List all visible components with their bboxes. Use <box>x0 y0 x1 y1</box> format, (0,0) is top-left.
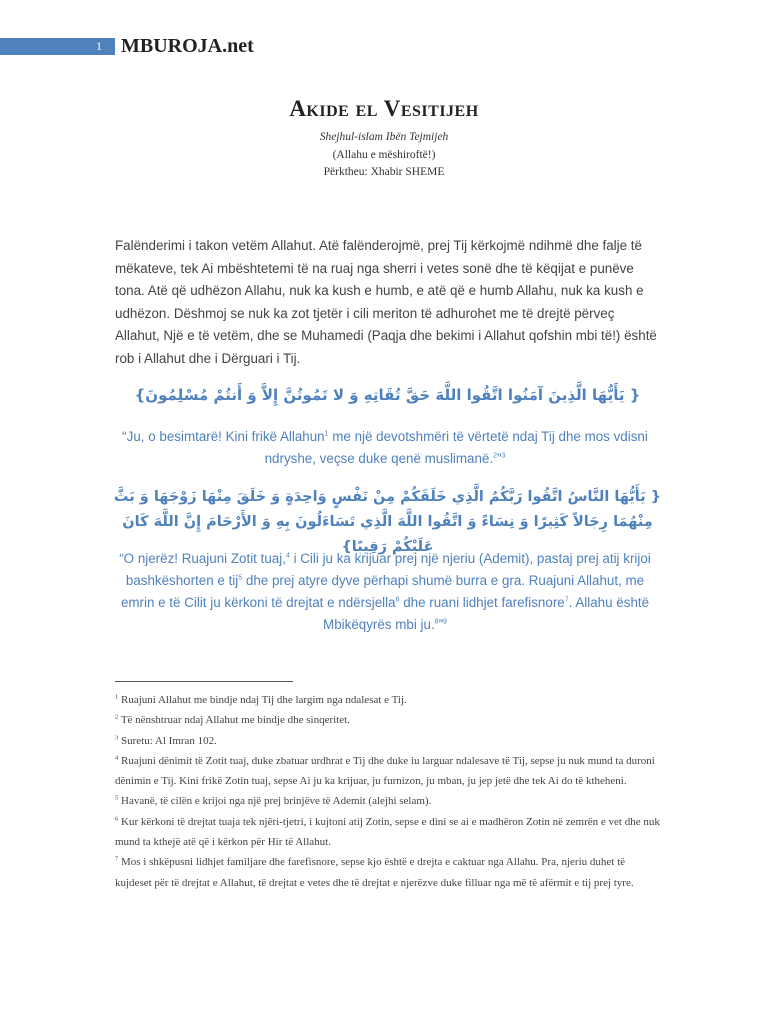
footnote-text: Havanë, të cilën e krijoi nga një prej brinjëve të Ademit (alejhi selam). <box>121 795 432 808</box>
footnote-ref-6[interactable]: 6 <box>395 596 400 604</box>
footnote-text: Ruajuni dënimit të Zotit tuaj, duke zbatuar urdhrat e Tij dhe duke iu larguar ndalesave të Tij, sepse ju nuk mund ta duroni dënimin e Tij. Kini frikë Zotin tuaj, sepse Ai ju ka krijuar, ju furnizon, ju mban, ju jep jetë dhe tek Ai do të ktheheni. <box>115 754 655 788</box>
footnote-number: 1 <box>115 693 119 701</box>
verse-1-translation <box>110 426 660 470</box>
footnote-ref-2[interactable]: 2 <box>493 452 498 460</box>
footnote-number: 5 <box>115 794 119 802</box>
footnote-ref-1[interactable]: 1 <box>324 430 329 438</box>
verse-1-text-c: ” <box>497 451 502 466</box>
footnote-number: 6 <box>115 815 119 823</box>
document-title: Akide el Vesitijeh <box>289 96 479 121</box>
footnote-text: Suretu: Al Imran 102. <box>121 734 217 747</box>
footnote-number: 2 <box>115 713 119 721</box>
footnote-number: 7 <box>115 855 119 863</box>
verse-2-seg-5: . Allahu është Mbikëqyrës mbi ju. <box>323 595 650 632</box>
footnote-ref-4[interactable]: 4 <box>285 552 290 560</box>
verse-2-seg-3: dhe prej atyre dyve përhapi shumë burra e gra. Ruajuni Allahut, me emrin e të Cilit ju kërkoni të drejtat e ndërsjella <box>120 573 645 610</box>
verse-2-seg-6: ” <box>438 617 444 632</box>
intro-paragraph: Falënderimi i takon vetëm Allahut. Atë falënderojmë, prej Tij kërkojmë ndihmë dhe falje të mëkateve, tek Ai mbështetemi të na ruaj nga sherri i vetes sonë dhe të këqijat e punëve tona. Atë që udhëzon Allahu, nuk ka kush e humb, e atë që e humb Allahu, nuk ka kush e udhëzon. Dëshmoj se nuk ka zot tjetër i cili meriton të adhurohet me të drejtë përveç Allahut, Një e të vetëm, dhe se Muhamedi (Paqja dhe bekimi i Allahut qofshin mbi të!) është rob i Allahut dhe i Dërguari i Tij. <box>115 238 657 366</box>
page-header <box>0 34 768 58</box>
footnote-ref-7[interactable]: 7 <box>564 596 569 604</box>
verse-2-seg-4: dhe ruani lidhjet farefisnore <box>399 595 565 610</box>
verse-2-seg-1: “O njerëz! Ruajuni Zotit tuaj, <box>119 551 286 566</box>
footnote <box>115 812 660 853</box>
footnote <box>115 852 660 893</box>
footnote <box>115 731 660 751</box>
footnote <box>115 751 660 792</box>
footnote-text: Kur kërkoni të drejtat tuaja tek njëri-tjetri, i kujtoni atij Zotin, sepse e dini se ai e madhëron Zotin në zemrën e vet dhe nuk mund ta kthejë atë që i kërkon për Hir të Allahut. <box>115 815 660 849</box>
footnote-text: Ruajuni Allahut me bindje ndaj Tij dhe largim nga ndalesat e Tij. <box>121 694 407 706</box>
footnote <box>115 690 660 710</box>
site-name: MBUROJA.net <box>121 35 254 57</box>
verse-1-text-b: me një devotshmëri të vërtetë ndaj Tij dhe mos vdisni ndryshe, veçse duke qenë muslimanë. <box>264 429 648 466</box>
arabic-verse-2: { يَأَيُّهَا النَّاسُ اتَّقُوا رَبَّكُمُ الَّذِي خَلَقَكُمْ مِنْ نَفْسٍ وَاحِدَةٍ وَ خَلَقَ مِنْهَا زَوْجَهَا وَ بَثَّ مِنْهُمَا رِجَالاً كَثِيرًا وَ نِسَاءً وَ اتَّقُوا اللَّهَ الَّذِي تَسَاءَلُونَ بِهِ وَ الأَرْحَامَ إِنَّ اللَّهَ كَانَ عَلَيْكُمْ رَقِيبًا} <box>113 489 662 555</box>
arabic-verse-1: { يَأَيُّهَا الَّذِينَ آمَنُوا اتَّقُوا اللَّهَ حَقَّ تُقَاتِهِ وَ لا تَمُوتُنَّ إِلاَّ وَ أَنتُمْ مُسْلِمُونَ} <box>134 386 641 404</box>
translator-line: Përktheu: Xhabir SHEME <box>323 166 445 178</box>
verse-2-translation <box>110 548 660 636</box>
blessing-line: (Allahu e mëshiroftë!) <box>332 149 436 161</box>
footnote-ref-8[interactable]: 8 <box>434 618 439 626</box>
footnotes-section <box>115 690 660 893</box>
footnote-text: Të nënshtruar ndaj Allahut me bindje dhe sinqeritet. <box>120 714 350 727</box>
footnote <box>115 710 660 730</box>
page-number: 1 <box>96 39 102 53</box>
footnote <box>115 791 660 811</box>
footnote-divider <box>115 681 293 682</box>
author-line: Shejhul-islam Ibën Tejmijeh <box>319 131 449 143</box>
footnote-ref-5[interactable]: 5 <box>238 574 243 582</box>
verse-2-seg-2: i Cili ju ka krijuar prej një njeriu (Ademit), pastaj prej atij krijoi bashkëshorten e tij <box>125 551 651 588</box>
footnote-number: 3 <box>115 733 119 741</box>
footnote-ref-3[interactable]: 3 <box>501 452 506 460</box>
footnote-number: 4 <box>115 754 119 762</box>
footnote-ref-9[interactable]: 9 <box>443 618 447 626</box>
footnote-text: Mos i shkëpusni lidhjet familjare dhe farefisnore, sepse kjo është e drejta e caktuar nga Allahu. Pra, njeriu duhet të kujdeset për të drejtat e Allahut, të drejtat e vetes dhe të drejtat e njerëzve duke filluar nga më të afërmit e tij prej tyre. <box>115 856 634 889</box>
verse-1-text-a: “Ju, o besimtarë! Kini frikë Allahun <box>122 429 325 444</box>
